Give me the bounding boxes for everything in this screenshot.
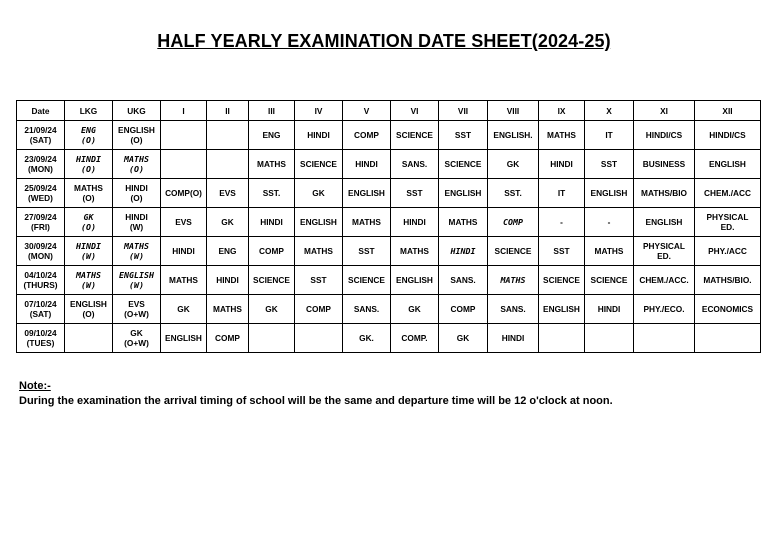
date-cell: 23/09/24 (MON) [17,150,65,179]
column-header: LKG [65,101,113,121]
column-header: III [249,101,295,121]
subject-cell: SCIENCE [539,266,585,295]
subject-cell: ENGLISH (O) [113,121,161,150]
subject-cell: ENG (O) [65,121,113,150]
subject-cell: SANS. [488,295,539,324]
subject-cell: ENGLISH (O) [65,295,113,324]
subject-cell: MATHS [585,237,634,266]
subject-cell: GK [161,295,207,324]
subject-cell: COMP [343,121,391,150]
subject-cell: SANS. [439,266,488,295]
subject-cell: ENGLISH. [488,121,539,150]
subject-cell [249,324,295,353]
subject-cell: HINDI [488,324,539,353]
subject-cell: ENGLISH [343,179,391,208]
subject-cell: HINDI [295,121,343,150]
subject-cell [207,150,249,179]
subject-cell: MATHS [539,121,585,150]
subject-cell: HINDI [585,295,634,324]
subject-cell [295,324,343,353]
subject-cell: SST. [488,179,539,208]
table-body [17,121,761,353]
subject-cell [585,324,634,353]
subject-cell: HINDI (O) [65,150,113,179]
table-row [17,179,761,208]
subject-cell: HINDI [161,237,207,266]
subject-cell: COMP [249,237,295,266]
subject-cell: PHY./ACC [695,237,761,266]
column-header: Date [17,101,65,121]
subject-cell: BUSINESS [634,150,695,179]
date-cell: 07/10/24 (SAT) [17,295,65,324]
subject-cell [634,324,695,353]
column-header: V [343,101,391,121]
subject-cell: ENGLISH (W) [113,266,161,295]
subject-cell: MATHS [249,150,295,179]
subject-cell: MATHS/BIO. [695,266,761,295]
subject-cell: ENG [207,237,249,266]
subject-cell: SST [439,121,488,150]
date-cell: 21/09/24 (SAT) [17,121,65,150]
subject-cell: CHEM./ACC. [634,266,695,295]
subject-cell: MATHS (O) [113,150,161,179]
subject-cell: GK [207,208,249,237]
subject-cell: GK [249,295,295,324]
column-header: VIII [488,101,539,121]
subject-cell: SCIENCE [249,266,295,295]
subject-cell: ENGLISH [161,324,207,353]
subject-cell [207,121,249,150]
subject-cell [161,121,207,150]
subject-cell: HINDI (W) [113,208,161,237]
subject-cell: ENGLISH [439,179,488,208]
subject-cell: ECONOMICS [695,295,761,324]
subject-cell: ENGLISH [585,179,634,208]
subject-cell: MATHS [295,237,343,266]
column-header: IX [539,101,585,121]
subject-cell: HINDI/CS [634,121,695,150]
column-header: XII [695,101,761,121]
subject-cell: COMP [295,295,343,324]
subject-cell: SCIENCE [391,121,439,150]
date-cell: 09/10/24 (TUES) [17,324,65,353]
subject-cell: SST [295,266,343,295]
header-row [17,101,761,121]
subject-cell: SCIENCE [295,150,343,179]
subject-cell: ENGLISH [295,208,343,237]
subject-cell [695,324,761,353]
column-header: IV [295,101,343,121]
subject-cell: MATHS (O) [65,179,113,208]
subject-cell: COMP. [391,324,439,353]
subject-cell: HINDI [207,266,249,295]
subject-cell: GK (O+W) [113,324,161,353]
subject-cell: HINDI (W) [65,237,113,266]
subject-cell: SCIENCE [343,266,391,295]
page-title: HALF YEARLY EXAMINATION DATE SHEET(2024-25) [157,31,611,51]
column-header: I [161,101,207,121]
subject-cell: SST [539,237,585,266]
subject-cell: COMP [439,295,488,324]
subject-cell: COMP(O) [161,179,207,208]
table-row [17,295,761,324]
subject-cell: ENG [249,121,295,150]
subject-cell: GK (O) [65,208,113,237]
subject-cell: PHY./ECO. [634,295,695,324]
table-row [17,150,761,179]
subject-cell [539,324,585,353]
subject-cell: GK [488,150,539,179]
subject-cell: PHYSICAL ED. [634,237,695,266]
subject-cell: CHEM./ACC [695,179,761,208]
note-text: During the examination the arrival timing of school will be the same and departure time will be 12 o'clock at noon. [19,395,613,407]
subject-cell: ENGLISH [695,150,761,179]
subject-cell: SANS. [391,150,439,179]
column-header: UKG [113,101,161,121]
subject-cell: PHYSICAL ED. [695,208,761,237]
subject-cell: - [539,208,585,237]
date-cell: 27/09/24 (FRI) [17,208,65,237]
subject-cell: HINDI [391,208,439,237]
subject-cell: SANS. [343,295,391,324]
subject-cell [65,324,113,353]
subject-cell: GK [439,324,488,353]
date-cell: 25/09/24 (WED) [17,179,65,208]
column-header: VII [439,101,488,121]
column-header: II [207,101,249,121]
subject-cell: ENGLISH [391,266,439,295]
subject-cell: MATHS [161,266,207,295]
subject-cell: - [585,208,634,237]
subject-cell: GK [295,179,343,208]
column-header: VI [391,101,439,121]
subject-cell: EVS [207,179,249,208]
subject-cell: SST [343,237,391,266]
subject-cell: GK. [343,324,391,353]
subject-cell: MATHS [343,208,391,237]
date-cell: 30/09/24 (MON) [17,237,65,266]
subject-cell: SST [391,179,439,208]
subject-cell: SCIENCE [585,266,634,295]
subject-cell: MATHS [439,208,488,237]
subject-cell: HINDI [439,237,488,266]
table-row [17,237,761,266]
subject-cell: HINDI/CS [695,121,761,150]
subject-cell: IT [539,179,585,208]
date-sheet-table [16,100,761,353]
subject-cell: GK [391,295,439,324]
column-header: X [585,101,634,121]
column-header: XI [634,101,695,121]
subject-cell: MATHS (W) [65,266,113,295]
table-row [17,208,761,237]
date-cell: 04/10/24 (THURS) [17,266,65,295]
subject-cell: COMP [207,324,249,353]
subject-cell: SCIENCE [488,237,539,266]
subject-cell: MATHS [488,266,539,295]
subject-cell: HINDI [249,208,295,237]
subject-cell: ENGLISH [634,208,695,237]
table-row [17,266,761,295]
subject-cell: HINDI [539,150,585,179]
subject-cell [161,150,207,179]
subject-cell: MATHS/BIO [634,179,695,208]
note-heading: Note:- [19,380,51,392]
subject-cell: COMP [488,208,539,237]
subject-cell: MATHS [207,295,249,324]
subject-cell: EVS (O+W) [113,295,161,324]
subject-cell: MATHS [391,237,439,266]
subject-cell: SST. [249,179,295,208]
table-row [17,324,761,353]
subject-cell: HINDI [343,150,391,179]
subject-cell: SCIENCE [439,150,488,179]
table-row [17,121,761,150]
subject-cell: ENGLISH [539,295,585,324]
subject-cell: SST [585,150,634,179]
subject-cell: HINDI (O) [113,179,161,208]
subject-cell: MATHS (W) [113,237,161,266]
subject-cell: IT [585,121,634,150]
subject-cell: EVS [161,208,207,237]
